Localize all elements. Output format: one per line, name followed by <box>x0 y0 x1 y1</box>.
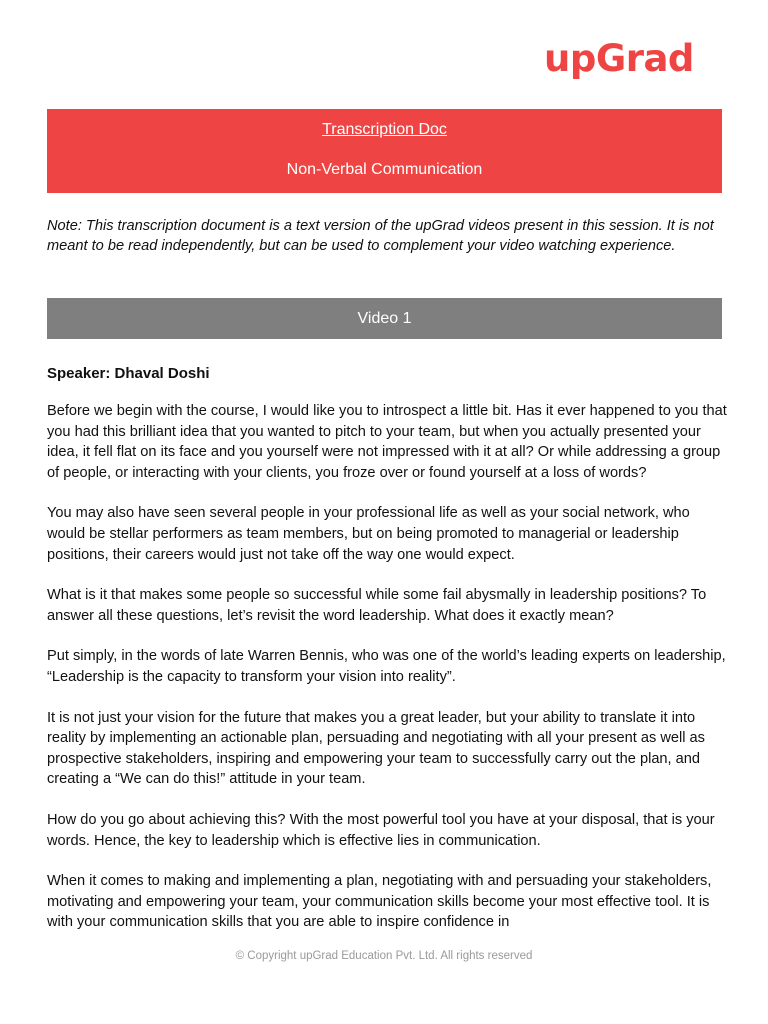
document-type-title: Transcription Doc <box>322 121 447 138</box>
transcript-paragraph: What is it that makes some people so successful while some fail abysmally in leadership positions? To answer all these questions, let’s revisit the word leadership. What does it exactly mean? <box>47 587 707 624</box>
transcript-paragraph: How do you go about achieving this? With the most powerful tool you have at your disposal, that is your words. Hence, the key to leadership which is effective lies in communication. <box>47 811 715 849</box>
transcript-paragraph: It is not just your vision for the future that makes you a great leader, but your ability to translate it into reality by implementing an actionable plan, persuading and negotiating with all your present as well as prospective stakeholders, inspiring and empowering your team to successfully carry out the plan, and creating a “We can do this!” attitude in your team. <box>47 709 705 788</box>
session-title: Non-Verbal Communication <box>286 161 483 178</box>
speaker-name: Speaker: Dhaval Doshi <box>47 365 210 382</box>
transcript-body <box>47 401 727 953</box>
transcript-paragraph: You may also have seen several people in your professional life as well as your social network, who would be stellar performers as team members, but on being promoted to managerial or leadership positions, their careers would just not take off the way one would expect. <box>47 505 690 563</box>
transcript-paragraph: Before we begin with the course, I would like you to introspect a little bit. Has it ever happened to you that you had this brilliant idea that you wanted to pitch to your team, but when you actually presented your idea, it fell flat on its face and you yourself were not impressed with it at all? Or while addressing a group of people, or interacting with your clients, you froze over or found yourself at a loss of words? <box>47 403 727 481</box>
video-section-label: Video 1 <box>357 310 412 327</box>
video-section-header <box>47 298 722 339</box>
transcription-note: Note: This transcription document is a text version of the upGrad videos present in this session. It is not meant to be read independently, but can be used to complement your video watching experience. <box>47 218 714 254</box>
transcript-paragraph: When it comes to making and implementing a plan, negotiating with and persuading your stakeholders, motivating and empowering your team, your communication skills become your most effective tool. It is with your communication skills that you are able to inspire confidence in <box>47 873 712 931</box>
copyright-footer: © Copyright upGrad Education Pvt. Ltd. All rights reserved <box>235 950 533 962</box>
document-header-banner <box>47 109 722 193</box>
upgrad-logo: upGrad <box>544 37 694 80</box>
transcript-paragraph: Put simply, in the words of late Warren Bennis, who was one of the world’s leading experts on leadership, “Leadership is the capacity to transform your vision into reality”. <box>47 648 726 685</box>
